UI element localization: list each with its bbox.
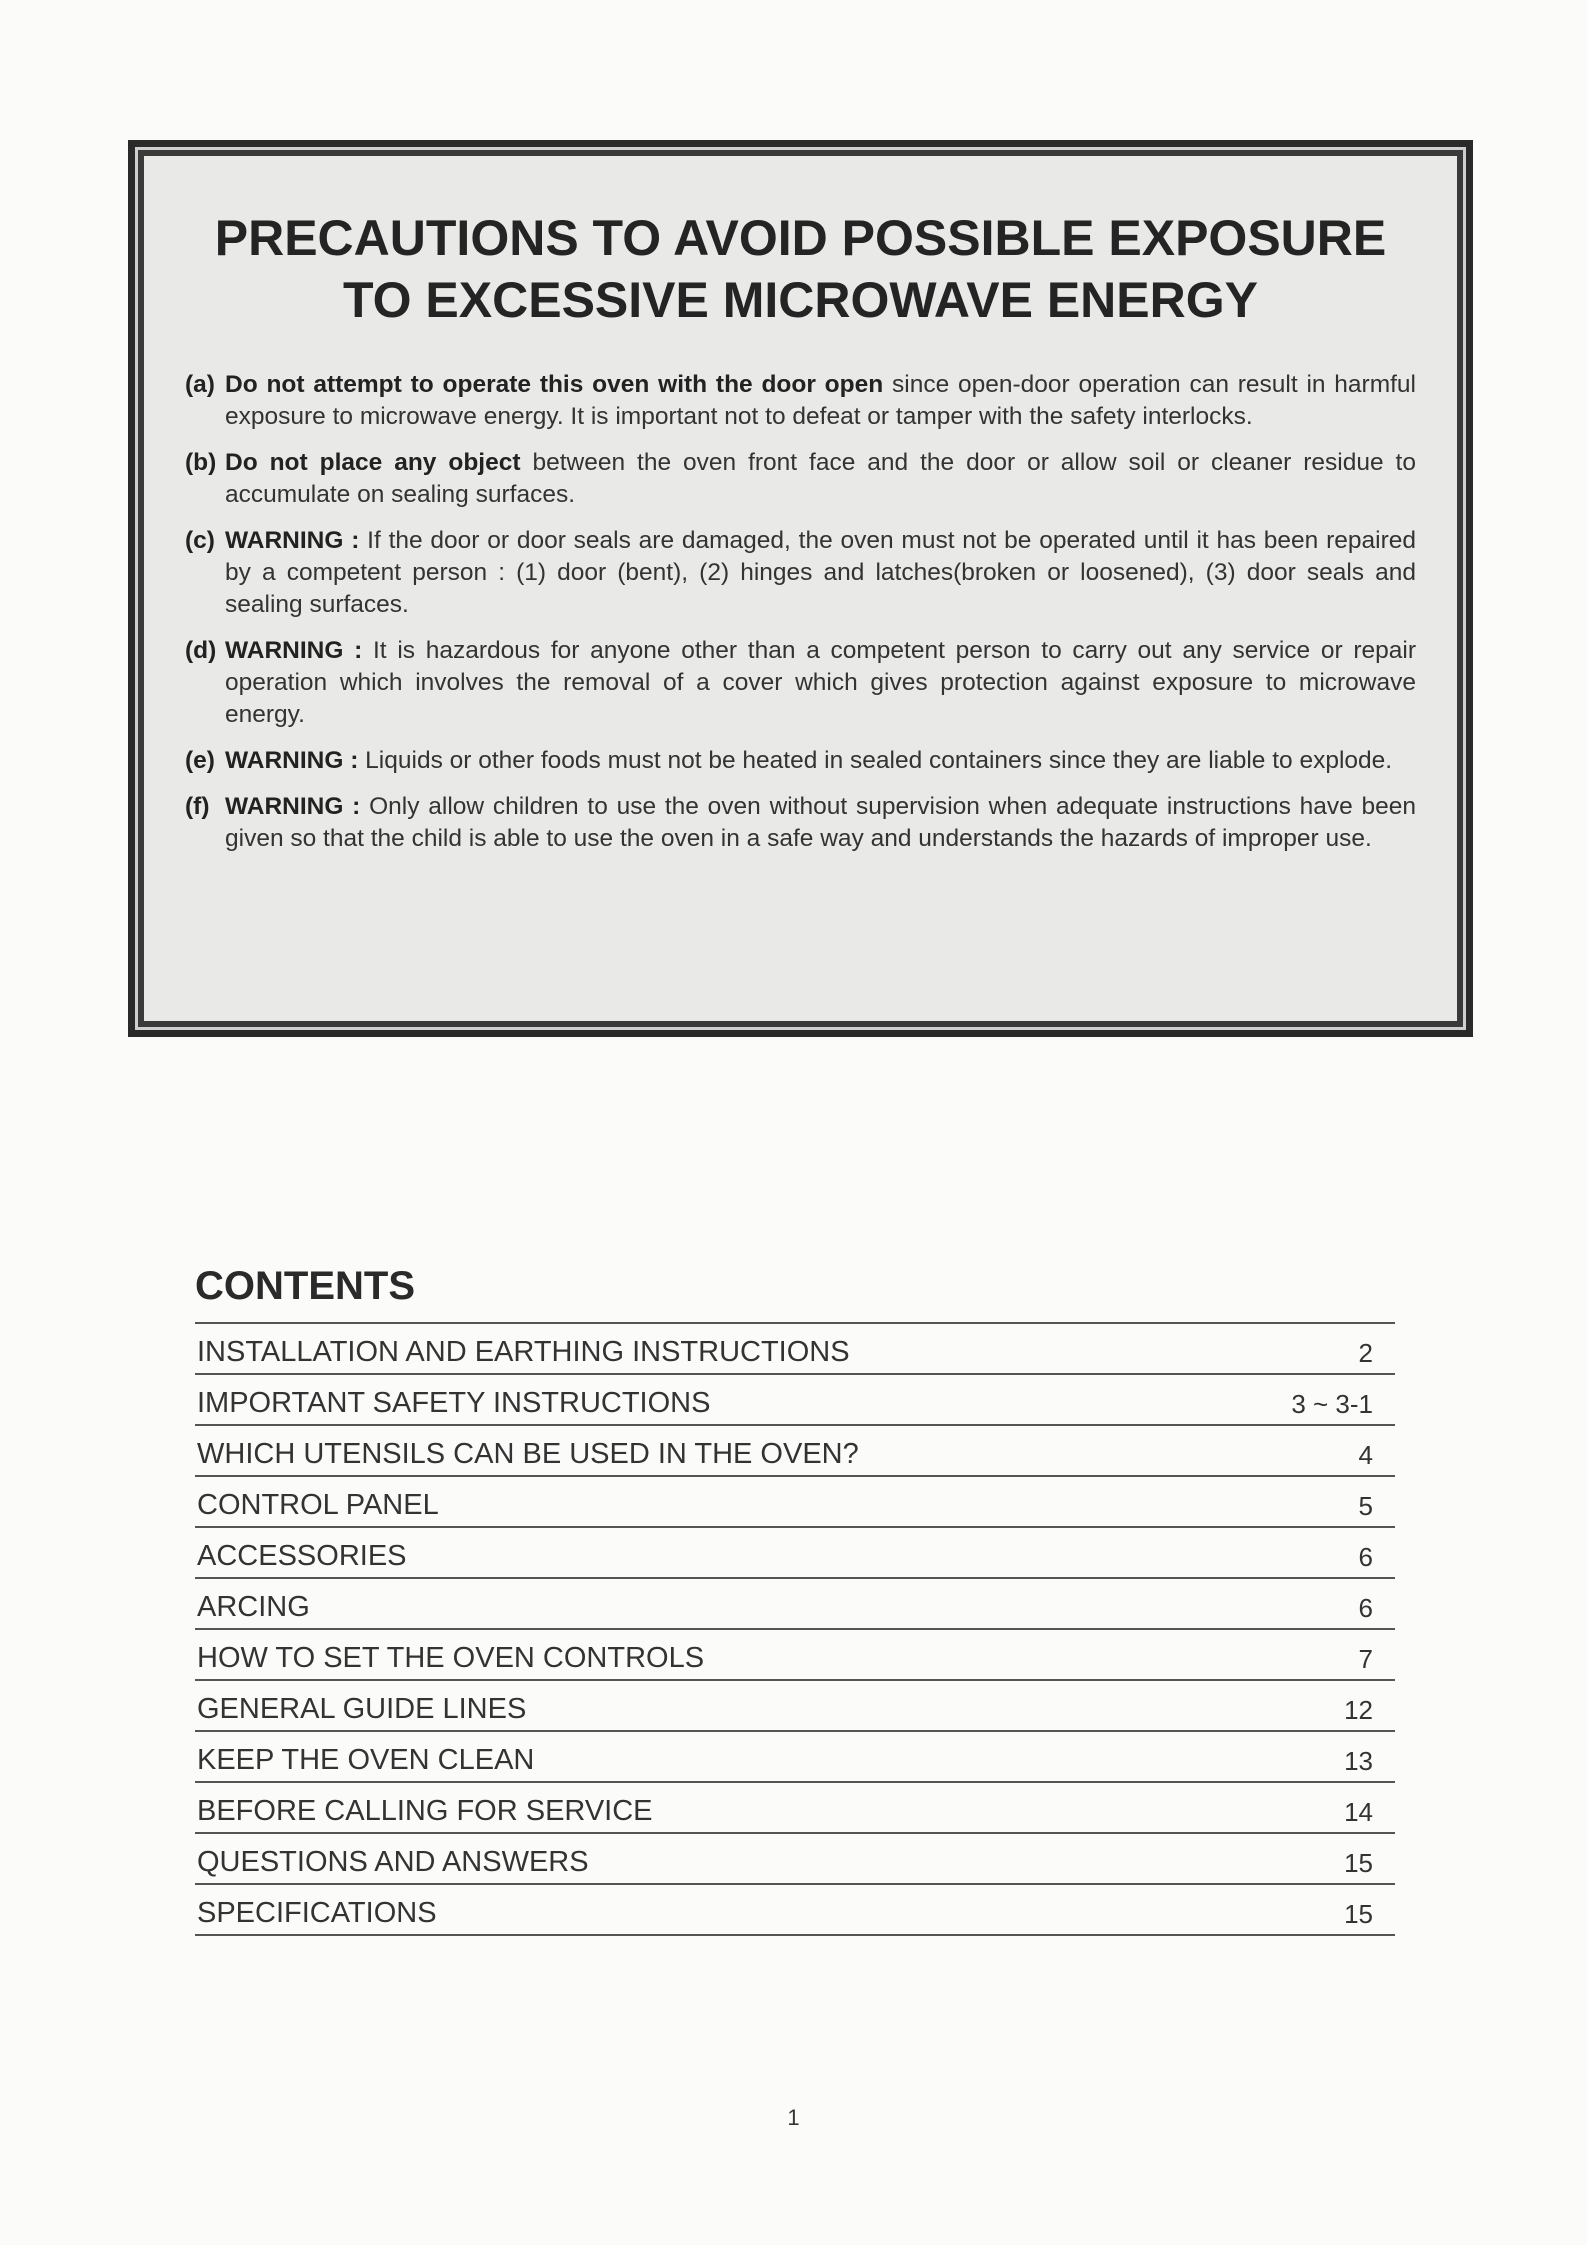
toc-label: ARCING: [197, 1591, 310, 1623]
toc-row[interactable]: [195, 1834, 1395, 1885]
toc-page: 4: [1358, 1440, 1373, 1470]
toc-page: 14: [1344, 1797, 1373, 1827]
contents-section: [195, 1258, 1395, 1936]
toc-page: 3 ~ 3-1: [1291, 1389, 1373, 1419]
toc-row[interactable]: [195, 1732, 1395, 1783]
warning-item-lead: WARNING :: [225, 637, 363, 664]
toc-label: BEFORE CALLING FOR SERVICE: [197, 1795, 653, 1827]
warning-item-lead: WARNING :: [225, 793, 361, 820]
toc-row[interactable]: [195, 1477, 1395, 1528]
warning-item-tag: (e): [185, 747, 215, 774]
warning-item-text: between the oven front face and the door or allow soil or cleaner residue to accumulate on sealing surfaces.: [225, 449, 1416, 508]
toc-row[interactable]: [195, 1528, 1395, 1579]
warning-item-b: [185, 447, 1416, 511]
toc-row[interactable]: [195, 1681, 1395, 1732]
warning-item-text: Only allow children to use the oven without supervision when adequate instructions have been given so that the child is able to use the oven in a safe way and understands the hazards of improper use.: [225, 793, 1417, 852]
toc-label: SPECIFICATIONS: [197, 1897, 437, 1929]
toc-row[interactable]: [195, 1324, 1395, 1375]
warning-item-text: It is hazardous for anyone other than a competent person to carry out any service or repair operation which involves the removal of a cover which gives protection against exposure to microwave energy.: [225, 637, 1416, 728]
toc-page: 15: [1344, 1899, 1373, 1929]
toc-page: 13: [1344, 1746, 1373, 1776]
warning-item-text: If the door or door seals are damaged, the oven must not be operated until it has been repaired by a competent person : (1) door (bent), (2) hinges and latches(broken or loosened), (3) door seals and sealing surfaces.: [225, 527, 1416, 618]
warning-title: [185, 207, 1416, 331]
warning-item-tag: (d): [185, 637, 217, 664]
toc-row[interactable]: [195, 1783, 1395, 1834]
toc-row[interactable]: [195, 1426, 1395, 1477]
toc-label: CONTROL PANEL: [197, 1489, 439, 1521]
toc-label: GENERAL GUIDE LINES: [197, 1693, 527, 1725]
toc-label: QUESTIONS AND ANSWERS: [197, 1846, 589, 1878]
page-number: 1: [787, 2105, 800, 2130]
warning-item-lead: WARNING :: [225, 527, 360, 554]
warning-title-line-2: TO EXCESSIVE MICROWAVE ENERGY: [343, 272, 1258, 328]
toc-row[interactable]: [195, 1630, 1395, 1681]
toc-page: 12: [1344, 1695, 1373, 1725]
toc-label: IMPORTANT SAFETY INSTRUCTIONS: [197, 1387, 711, 1419]
toc-page: 6: [1358, 1593, 1373, 1623]
warning-item-d: [185, 635, 1416, 731]
toc-label: ACCESSORIES: [197, 1540, 407, 1572]
toc-page: 5: [1358, 1491, 1373, 1521]
warning-item-lead: Do not place any object: [225, 449, 521, 476]
toc-page: 6: [1358, 1542, 1373, 1572]
toc-row[interactable]: [195, 1885, 1395, 1936]
warning-list: [185, 369, 1416, 855]
warning-item-lead: Do not attempt to operate this oven with the door open: [225, 371, 884, 398]
toc-page: 7: [1358, 1644, 1373, 1674]
warning-item-a: [185, 369, 1416, 433]
contents-title: CONTENTS: [195, 1264, 415, 1308]
toc-label: INSTALLATION AND EARTHING INSTRUCTIONS: [197, 1336, 850, 1368]
toc-label: WHICH UTENSILS CAN BE USED IN THE OVEN?: [197, 1438, 859, 1470]
toc-page: 2: [1358, 1338, 1373, 1368]
warning-item-tag: (a): [185, 371, 215, 398]
toc-row[interactable]: [195, 1375, 1395, 1426]
warning-item-tag: (f): [185, 793, 210, 820]
toc-label: HOW TO SET THE OVEN CONTROLS: [197, 1642, 705, 1674]
warning-item-e: [185, 745, 1416, 777]
warning-title-line-1: PRECAUTIONS TO AVOID POSSIBLE EXPOSURE: [214, 210, 1387, 266]
table-of-contents: [195, 1322, 1395, 1936]
warning-item-lead: WARNING :: [225, 747, 359, 774]
warning-item-tag: (c): [185, 527, 215, 554]
warning-item-tag: (b): [185, 449, 217, 476]
warning-box: [128, 140, 1473, 1037]
toc-row[interactable]: [195, 1579, 1395, 1630]
toc-page: 15: [1344, 1848, 1373, 1878]
warning-item-text: since open-door operation can result in harmful exposure to microwave energy. It is important not to defeat or tamper with the safety interlocks.: [225, 371, 1416, 430]
warning-item-text: Liquids or other foods must not be heated in sealed containers since they are liable to explode.: [358, 747, 1393, 774]
warning-item-f: [185, 791, 1416, 855]
warning-item-c: [185, 525, 1416, 621]
toc-label: KEEP THE OVEN CLEAN: [197, 1744, 535, 1776]
